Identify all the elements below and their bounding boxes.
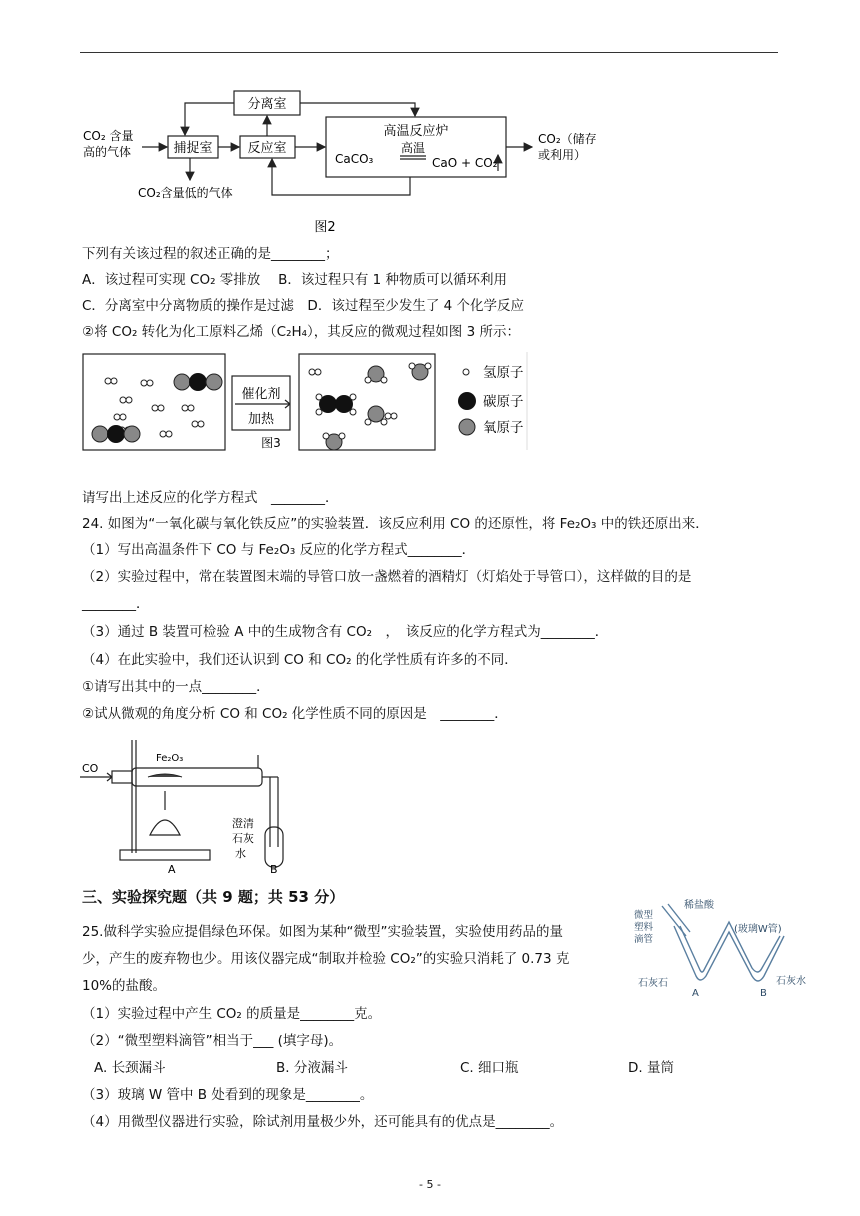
dropper-line2: 塑料: [634, 922, 654, 933]
input-gas-line1: CO₂ 含量: [83, 129, 134, 143]
question-24-part2a: （2）实验过程中，常在装置图末端的导管口放一盏燃着的酒精灯（灯焰处于导管口），这样做的目的是: [82, 569, 692, 585]
legend-carbon: 碳原子: [483, 394, 524, 410]
figure-2-caption: 图2: [314, 220, 336, 235]
limewater-line2: 石灰: [232, 832, 254, 845]
question-25-line3: 10%的盐酸。: [82, 978, 167, 994]
question-25-part4: （4）用微型仪器进行实验，除试剂用量极少外，还可能具有的优点是________。: [82, 1114, 564, 1130]
option-a: A. 长颈漏斗: [94, 1060, 166, 1076]
question-24-part4a: ①请写出其中的一点________．: [82, 679, 270, 695]
question-25-line1: 25.做科学实验应提倡绿色环保。如图为某种“微型”实验装置，实验使用药品的量: [82, 924, 563, 940]
limewater-line1: 澄清: [232, 817, 254, 830]
equation-left: CaCO₃: [335, 152, 374, 166]
reaction-room-label: 反应室: [247, 141, 287, 156]
question-24-part3: （3）通过 B 装置可检验 A 中的生成物含有 CO₂ ， 该反应的化学方程式为________．: [82, 624, 609, 640]
equation-condition: 高温: [400, 141, 426, 155]
equation-right: CaO + CO₂: [432, 156, 498, 170]
dropper-line1: 微型: [634, 910, 654, 921]
point-b-label: B: [760, 988, 767, 999]
fe2o3-label: Fe₂O₃: [156, 753, 184, 764]
apparatus-b-label: B: [270, 863, 278, 875]
catalyst-label: 催化剂: [241, 387, 281, 402]
page-number: - 5 -: [419, 1178, 441, 1191]
output-line2: 或利用）: [538, 148, 587, 162]
question-25-part2: （2）“微型塑料滴管”相当于___ (填字母)。: [82, 1033, 343, 1049]
option-b: B. 分液漏斗: [276, 1060, 348, 1076]
question-24: 24. 如图为“一氧化碳与氧化铁反应”的实验装置．该反应利用 CO 的还原性，将 Fe₂O₃ 中的铁还原出来．: [82, 516, 709, 532]
question-intro: 下列有关该过程的叙述正确的是________；: [82, 246, 339, 262]
section-3-title: 三、实验探究题（共 9 题；共 53 分）: [82, 888, 345, 906]
output-line1: CO₂（储存: [538, 132, 597, 146]
question-24-part1: （1）写出高温条件下 CO 与 Fe₂O₃ 反应的化学方程式________．: [82, 542, 476, 558]
capture-room-label: 捕捉室: [173, 141, 213, 156]
heating-label: 加热: [247, 412, 275, 427]
question-2-equation: 请写出上述反应的化学方程式 ________．: [82, 490, 339, 506]
limewater-label: 石灰水: [776, 976, 806, 987]
option-d: D. 量筒: [628, 1060, 674, 1076]
co-inlet-label: CO: [82, 762, 99, 775]
header-rule: [80, 52, 778, 53]
dropper-line3: 滴管: [634, 934, 654, 945]
furnace-label: 高温反应炉: [383, 124, 449, 139]
figure-3-micro-diagram: [80, 352, 540, 460]
apparatus-a-label: A: [168, 863, 176, 875]
question-24-part4b: ②试从微观的角度分析 CO 和 CO₂ 化学性质不同的原因是 ________．: [82, 706, 508, 722]
question-25-line2: 少，产生的废弃物也少。用该仪器完成“制取并检验 CO₂”的实验只消耗了 0.73 克: [82, 951, 570, 967]
low-co2-gas-label: CO₂含量低的气体: [138, 186, 233, 200]
option-c: C. 细口瓶: [460, 1060, 519, 1076]
limestone-label: 石灰石: [638, 978, 668, 989]
question-25-part1: （1）实验过程中产生 CO₂ 的质量是________克。: [82, 1006, 382, 1022]
figure-3-caption: 图3: [261, 436, 281, 450]
question-24-part4: （4）在此实验中，我们还认识到 CO 和 CO₂ 的化学性质有许多的不同．: [82, 652, 518, 668]
dilute-hcl-label: 稀盐酸: [684, 900, 714, 911]
limewater-line3: 水: [235, 847, 246, 860]
options-a-b: A．该过程可实现 CO₂ 零排放 B．该过程只有 1 种物质可以循环利用: [82, 272, 508, 288]
legend-oxygen: 氧原子: [483, 420, 524, 436]
point-a-label: A: [692, 988, 699, 999]
figure-2-flow-diagram: [80, 85, 620, 240]
legend-hydrogen: 氢原子: [483, 365, 524, 381]
separation-room-label: 分离室: [247, 97, 287, 112]
figure-25-w-tube: [634, 896, 824, 1004]
question-24-part2b: ________．: [82, 596, 150, 612]
figure-24-apparatus: [80, 735, 305, 875]
question-2: ②将 CO₂ 转化为化工原料乙烯（C₂H₄），其反应的微观过程如图 3 所示：: [82, 324, 520, 340]
w-tube-label: (玻璃W管): [734, 924, 782, 935]
question-25-part3: （3）玻璃 W 管中 B 处看到的现象是________。: [82, 1087, 374, 1103]
input-gas-line2: 高的气体: [83, 145, 132, 159]
options-c-d: C．分离室中分离物质的操作是过滤 D．该过程至少发生了 4 个化学反应: [82, 298, 524, 314]
